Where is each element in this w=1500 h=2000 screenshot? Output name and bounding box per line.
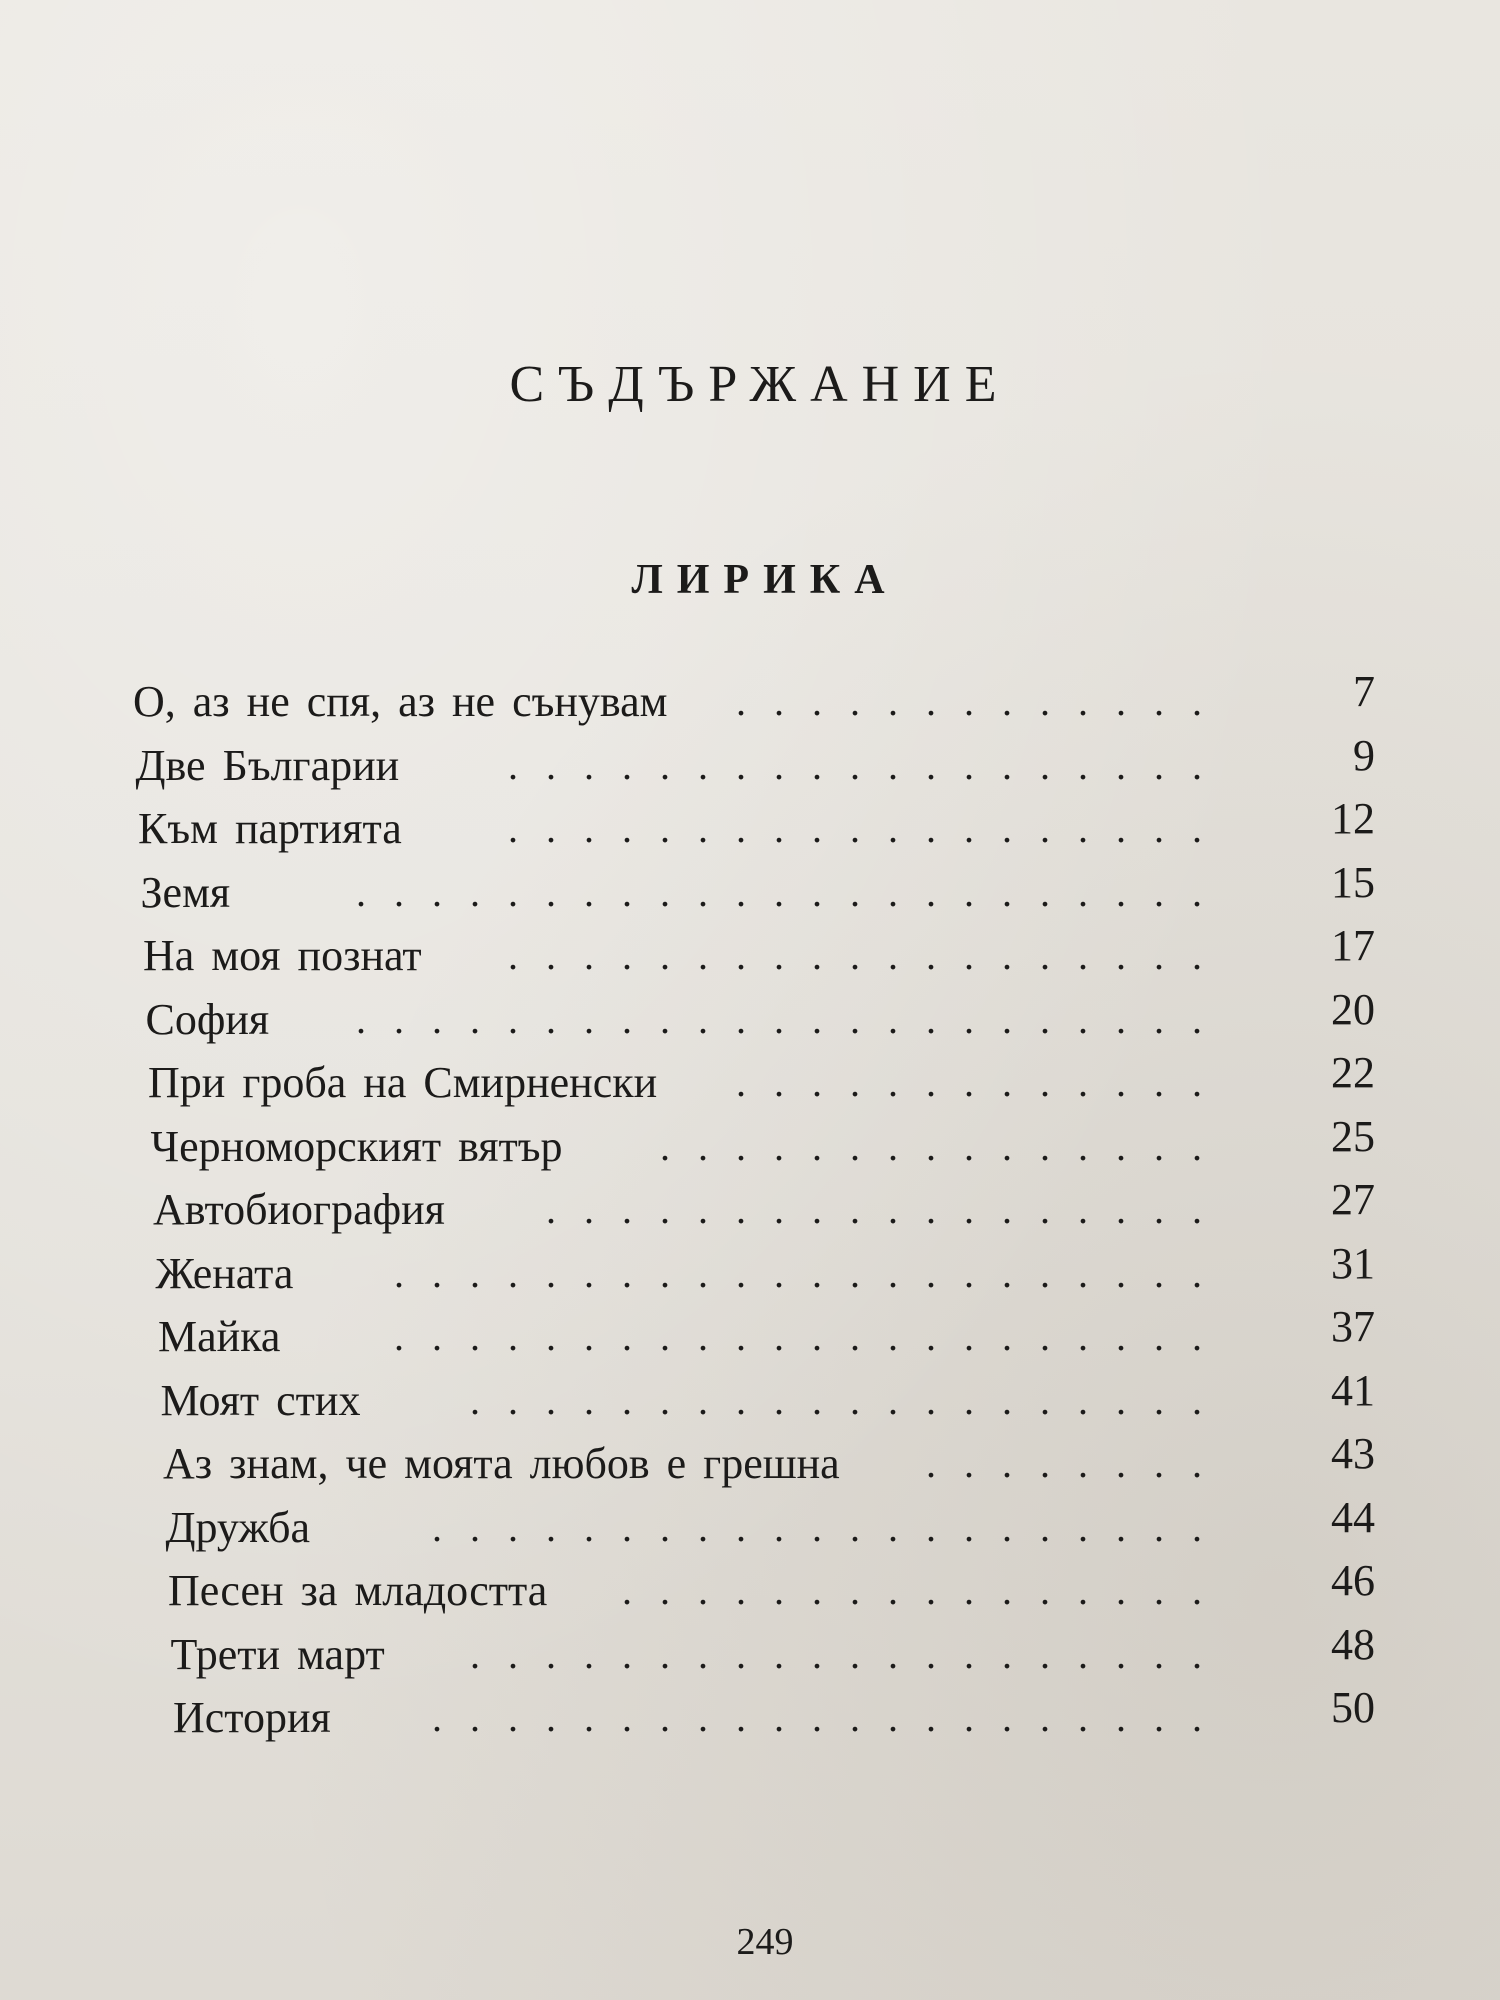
toc-leader-dots: ..................... — [432, 1504, 1230, 1550]
toc-entry-title: Аз знам, че моята любов е грешна — [163, 1439, 840, 1488]
toc-entry-page: 27 — [1331, 1175, 1375, 1224]
toc-entry-page: 15 — [1331, 857, 1375, 907]
toc-entry-title: Черноморският вятър — [150, 1121, 563, 1171]
toc-entry-page: 44 — [1331, 1492, 1375, 1542]
toc-entry-title: Песен за младостта — [168, 1566, 548, 1615]
toc-leader-dots: .................... — [470, 1377, 1230, 1423]
toc-leader-dots: ....................... — [356, 869, 1230, 915]
toc-entry-title: Земя — [140, 867, 231, 917]
toc-entry-title: Дружба — [165, 1502, 311, 1552]
toc-leader-dots: ................ — [622, 1568, 1230, 1613]
toc-entry-title: О, аз не спя, аз не сънувам — [133, 677, 668, 726]
toc-leader-dots: ....................... — [356, 996, 1230, 1042]
toc-entry-title: При гроба на Смирненски — [148, 1058, 658, 1107]
toc-entry-page: 20 — [1331, 984, 1375, 1034]
toc-leader-dots: .................. — [546, 1187, 1230, 1232]
toc-entry-page: 22 — [1331, 1048, 1375, 1097]
toc-leader-dots: ................... — [508, 933, 1230, 978]
toc-entry-title: София — [145, 994, 270, 1044]
toc-entry-page: 17 — [1331, 921, 1375, 970]
toc-leader-dots: ...................... — [394, 1250, 1230, 1296]
toc-entry-page: 12 — [1331, 794, 1375, 843]
toc-leader-dots: ........ — [926, 1441, 1230, 1486]
toc-entry-page: 31 — [1331, 1238, 1375, 1288]
toc-entry-title: История — [173, 1693, 331, 1742]
toc-leader-dots: ................... — [508, 742, 1230, 788]
toc-entry-page: 37 — [1331, 1302, 1375, 1351]
toc-entry-title: Трети март — [170, 1629, 385, 1679]
toc-entry-page: 7 — [1353, 667, 1375, 716]
toc-leader-dots: ............. — [736, 679, 1230, 724]
contents-heading: СЪДЪРЖАНИЕ — [509, 356, 1011, 413]
toc-entry-title: Автобиография — [153, 1185, 445, 1234]
table-of-contents — [0, 667, 1500, 1750]
toc-entry-page: 50 — [1331, 1683, 1375, 1732]
toc-leader-dots: .................... — [470, 1631, 1230, 1677]
toc-leader-dots: ............. — [736, 1060, 1230, 1105]
toc-entry-title: Две Българии — [135, 740, 400, 790]
toc-leader-dots: ................... — [508, 806, 1230, 851]
toc-entry-title: Моят стих — [160, 1375, 361, 1425]
toc-entry — [0, 1683, 1500, 1750]
page-number: 249 — [736, 1921, 794, 1963]
toc-entry-page: 43 — [1331, 1429, 1375, 1478]
section-heading-lyrics: ЛИРИКА — [631, 557, 899, 603]
toc-leader-dots: ............... — [660, 1123, 1230, 1169]
toc-entry-title: На моя познат — [143, 931, 422, 980]
toc-entry-title: Към партията — [138, 804, 402, 853]
toc-entry-title: Майка — [158, 1312, 281, 1361]
toc-leader-dots: ..................... — [432, 1695, 1230, 1740]
toc-entry-page: 46 — [1331, 1556, 1375, 1605]
toc-leader-dots: ...................... — [394, 1314, 1230, 1359]
toc-entry-title: Жената — [155, 1248, 294, 1298]
toc-entry-page: 48 — [1331, 1619, 1375, 1669]
toc-entry-page: 41 — [1331, 1365, 1375, 1415]
toc-entry-page: 9 — [1353, 730, 1375, 780]
toc-entry-page: 25 — [1331, 1111, 1375, 1161]
